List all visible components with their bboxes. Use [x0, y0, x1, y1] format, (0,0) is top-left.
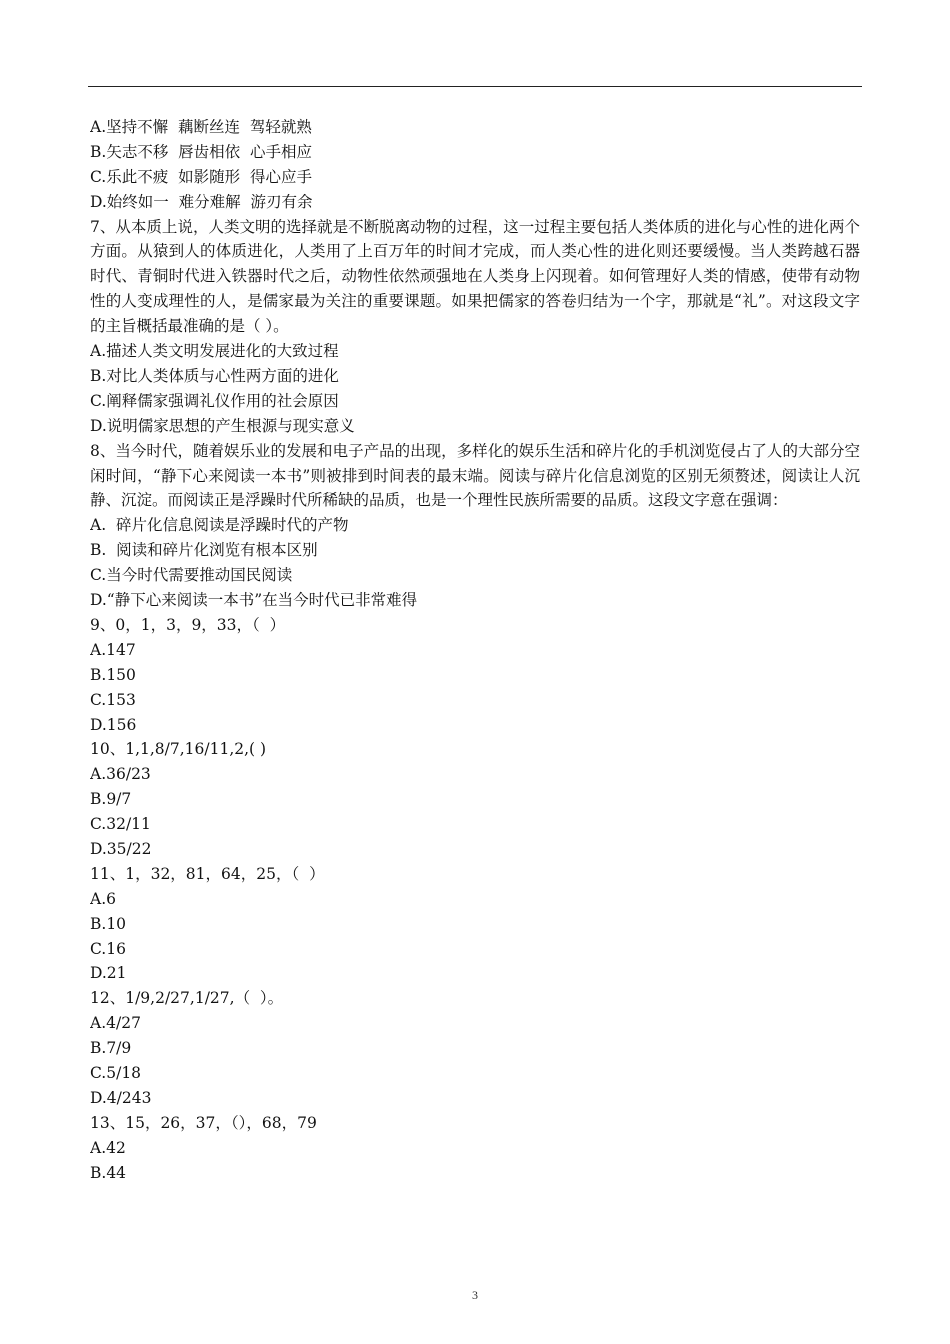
q9-stem: 9、0，1，3，9，33，（ ）: [90, 615, 286, 634]
q10-option-a: A.36/23: [90, 765, 151, 784]
q10-stem: 10、1,1,8/7,16/11,2,( ): [90, 740, 267, 759]
page-number: 3: [472, 1288, 478, 1302]
header-rule: [88, 86, 862, 87]
q9-option-b: B.150: [90, 665, 136, 684]
q12-option-d: D.4/243: [90, 1088, 152, 1107]
q10-option-b: B.9/7: [90, 790, 132, 809]
q7-option-d: D.说明儒家思想的产生根源与现实意义: [90, 416, 355, 435]
q8-option-a: A. 碎片化信息阅读是浮躁时代的产物: [90, 516, 349, 535]
q11-stem: 11、1，32，81，64，25，（ ）: [90, 864, 325, 883]
q7-option-a: A.描述人类文明发展进化的大致过程: [90, 342, 339, 361]
q12-option-c: C.5/18: [90, 1063, 142, 1082]
q7-option-c: C.阐释儒家强调礼仪作用的社会原因: [90, 391, 339, 410]
q10-option-c: C.32/11: [90, 815, 151, 834]
q6-option-d: D.始终如一 难分难解 游刃有余: [90, 192, 313, 211]
q12-option-b: B.7/9: [90, 1039, 132, 1058]
q6-option-a: A.坚持不懈 藕断丝连 驾轻就熟: [90, 118, 312, 136]
q8-option-c: C.当今时代需要推动国民阅读: [90, 566, 293, 585]
q8-stem: 8、当今时代，随着娱乐业的发展和电子产品的出现，多样化的娱乐生活和碎片化的手机浏览侵占了人的大部分空闲时间，“静下心来阅读一本书”则被排到时间表的最末端。阅读与碎片化信息浏览的区别无须赘述，阅读让人沉静、沉淀。而阅读正是浮躁时代所稀缺的品质，也是一个理性民族所需要的品质。这段文字意在强调：: [90, 441, 860, 510]
q12-option-a: A.4/27: [90, 1014, 141, 1033]
q11-option-c: C.16: [90, 939, 126, 958]
q7-stem: 7、从本质上说，人类文明的选择就是不断脱离动物的过程，这一过程主要包括人类体质的进化与心性的进化两个方面。从猿到人的体质进化，人类用了上百万年的时间才完成，而人类心性的进化则还要缓慢。当人类跨越石器时代、青铜时代进入铁器时代之后，动物性依然顽强地在人类身上闪现着。如何管理好人类的情感，使带有动物性的人变成理性的人，是儒家最为关注的重要课题。如果把儒家的答卷归结为一个字，那就是“礼”。对这段文字的主旨概括最准确的是（ ）。: [90, 217, 860, 336]
q13-stem: 13、15，26，37，（），68，79: [90, 1113, 317, 1132]
q13-option-a: A.42: [90, 1138, 126, 1157]
q11-option-b: B.10: [90, 914, 127, 933]
q7-option-b: B.对比人类体质与心性两方面的进化: [90, 366, 339, 385]
q11-option-a: A.6: [90, 889, 116, 908]
q13-option-b: B.44: [90, 1163, 127, 1182]
q9-option-d: D.156: [90, 715, 137, 734]
q12-stem: 12、1/9,2/27,1/27,（ ）。: [90, 989, 284, 1008]
q9-option-c: C.153: [90, 690, 136, 709]
q9-option-a: A.147: [90, 640, 136, 659]
q11-option-d: D.21: [90, 964, 127, 983]
page-content: [90, 115, 860, 1185]
q8-option-b: B. 阅读和碎片化浏览有根本区别: [90, 541, 318, 560]
q6-option-b: B.矢志不移 唇齿相依 心手相应: [90, 142, 313, 161]
q6-option-c: C.乐此不疲 如影随形 得心应手: [90, 167, 312, 186]
q8-option-d: D.“静下心来阅读一本书”在当今时代已非常难得: [90, 591, 418, 610]
q10-option-d: D.35/22: [90, 839, 152, 858]
